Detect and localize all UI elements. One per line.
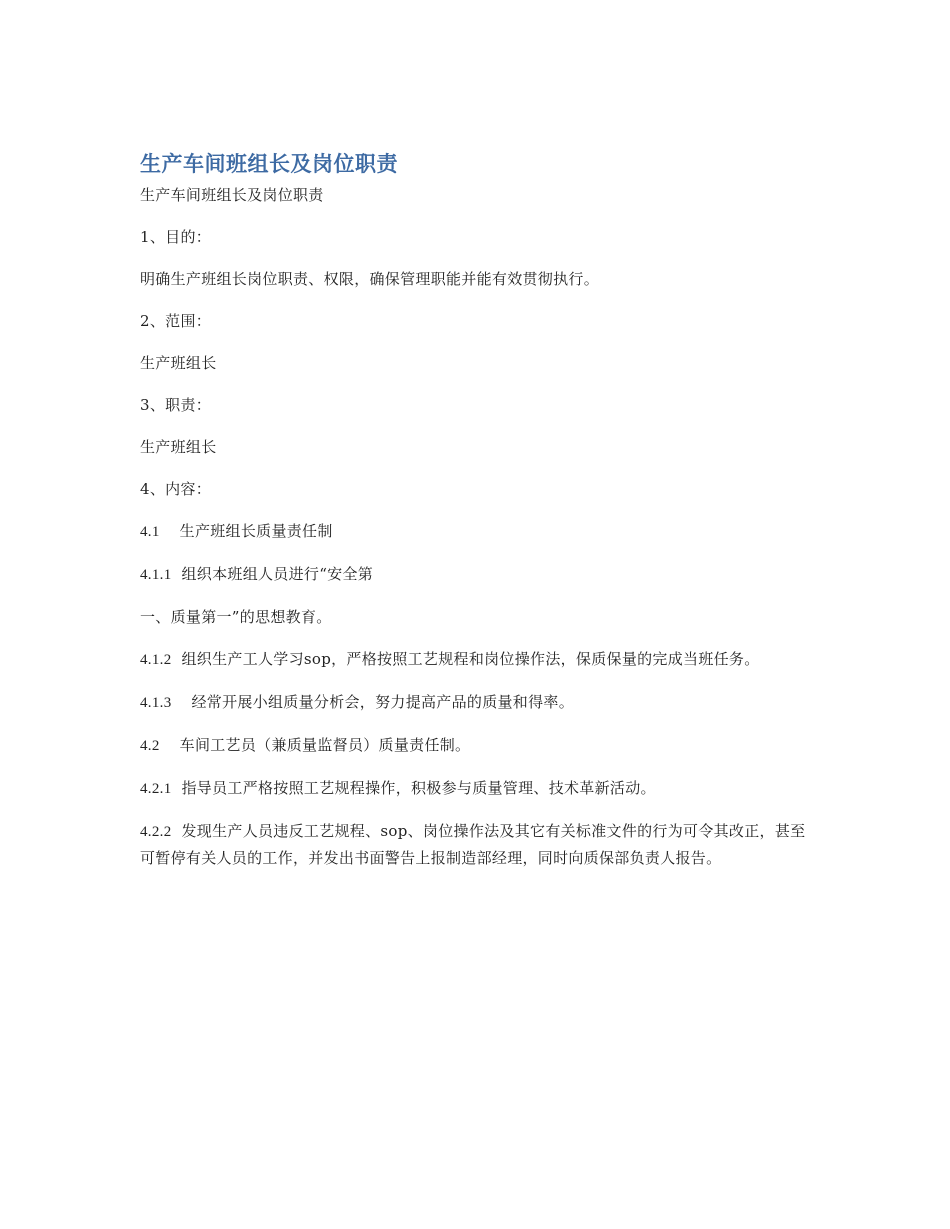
clause-number: 4.2 (140, 738, 160, 754)
paragraph-text: 生产班组长 (140, 354, 217, 372)
clause-4-2 (140, 732, 820, 759)
clause-number: 4.1.1 (140, 567, 172, 583)
section-purpose-heading (140, 224, 820, 250)
clause-4-1-1-continued (140, 604, 820, 630)
clause-4-1 (140, 518, 820, 545)
document-subtitle: 生产车间班组长及岗位职责 (140, 186, 324, 204)
section-scope-heading (140, 308, 820, 334)
clause-4-2-2 (140, 818, 820, 871)
section-scope-body (140, 350, 820, 376)
clause-text: 经常开展小组质量分析会，努力提高产品的质量和得率。 (191, 693, 575, 711)
clause-text: 组织本班组人员进行“安全第 (181, 565, 374, 583)
paragraph-text: 一、质量第一”的思想教育。 (140, 608, 332, 626)
clause-number: 4.1 (140, 524, 160, 540)
clause-text: 指导员工严格按照工艺规程操作，积极参与质量管理、技术革新活动。 (181, 779, 656, 797)
section-duty-heading (140, 392, 820, 418)
clause-number: 4.1.2 (140, 652, 172, 668)
paragraph-text: 生产班组长 (140, 438, 217, 456)
paragraph-text: 明确生产班组长岗位职责、权限，确保管理职能并能有效贯彻执行。 (140, 270, 600, 288)
section-purpose-body (140, 266, 820, 292)
paragraph-text: 4、内容： (140, 480, 212, 498)
clause-text: 车间工艺员（兼质量监督员）质量责任制。 (179, 736, 471, 754)
clause-number: 4.2.2 (140, 824, 172, 840)
section-duty-body (140, 434, 820, 460)
section-content-heading (140, 476, 820, 502)
clause-text: 组织生产工人学习sop，严格按照工艺规程和岗位操作法，保质保量的完成当班任务。 (181, 650, 760, 668)
paragraph-text: 1、目的： (140, 228, 212, 246)
document-title: 生产车间班组长及岗位职责 (140, 152, 398, 176)
clause-text: 生产班组长质量责任制 (179, 522, 333, 540)
clause-text: 发现生产人员违反工艺规程、sop、岗位操作法及其它有关标准文件的行为可令其改正，甚至可暂停有关人员的工作，并发出书面警告上报制造部经理，同时向质保部负责人报告。 (140, 822, 806, 867)
clause-4-1-1 (140, 561, 820, 588)
document-body (140, 150, 820, 887)
clause-number: 4.2.1 (140, 781, 172, 797)
clause-number: 4.1.3 (140, 695, 172, 711)
paragraph-text: 3、职责： (140, 396, 212, 414)
clause-4-1-2 (140, 646, 820, 673)
paragraph-text: 2、范围： (140, 312, 212, 330)
clause-4-1-3 (140, 689, 820, 716)
clause-4-2-1 (140, 775, 820, 802)
